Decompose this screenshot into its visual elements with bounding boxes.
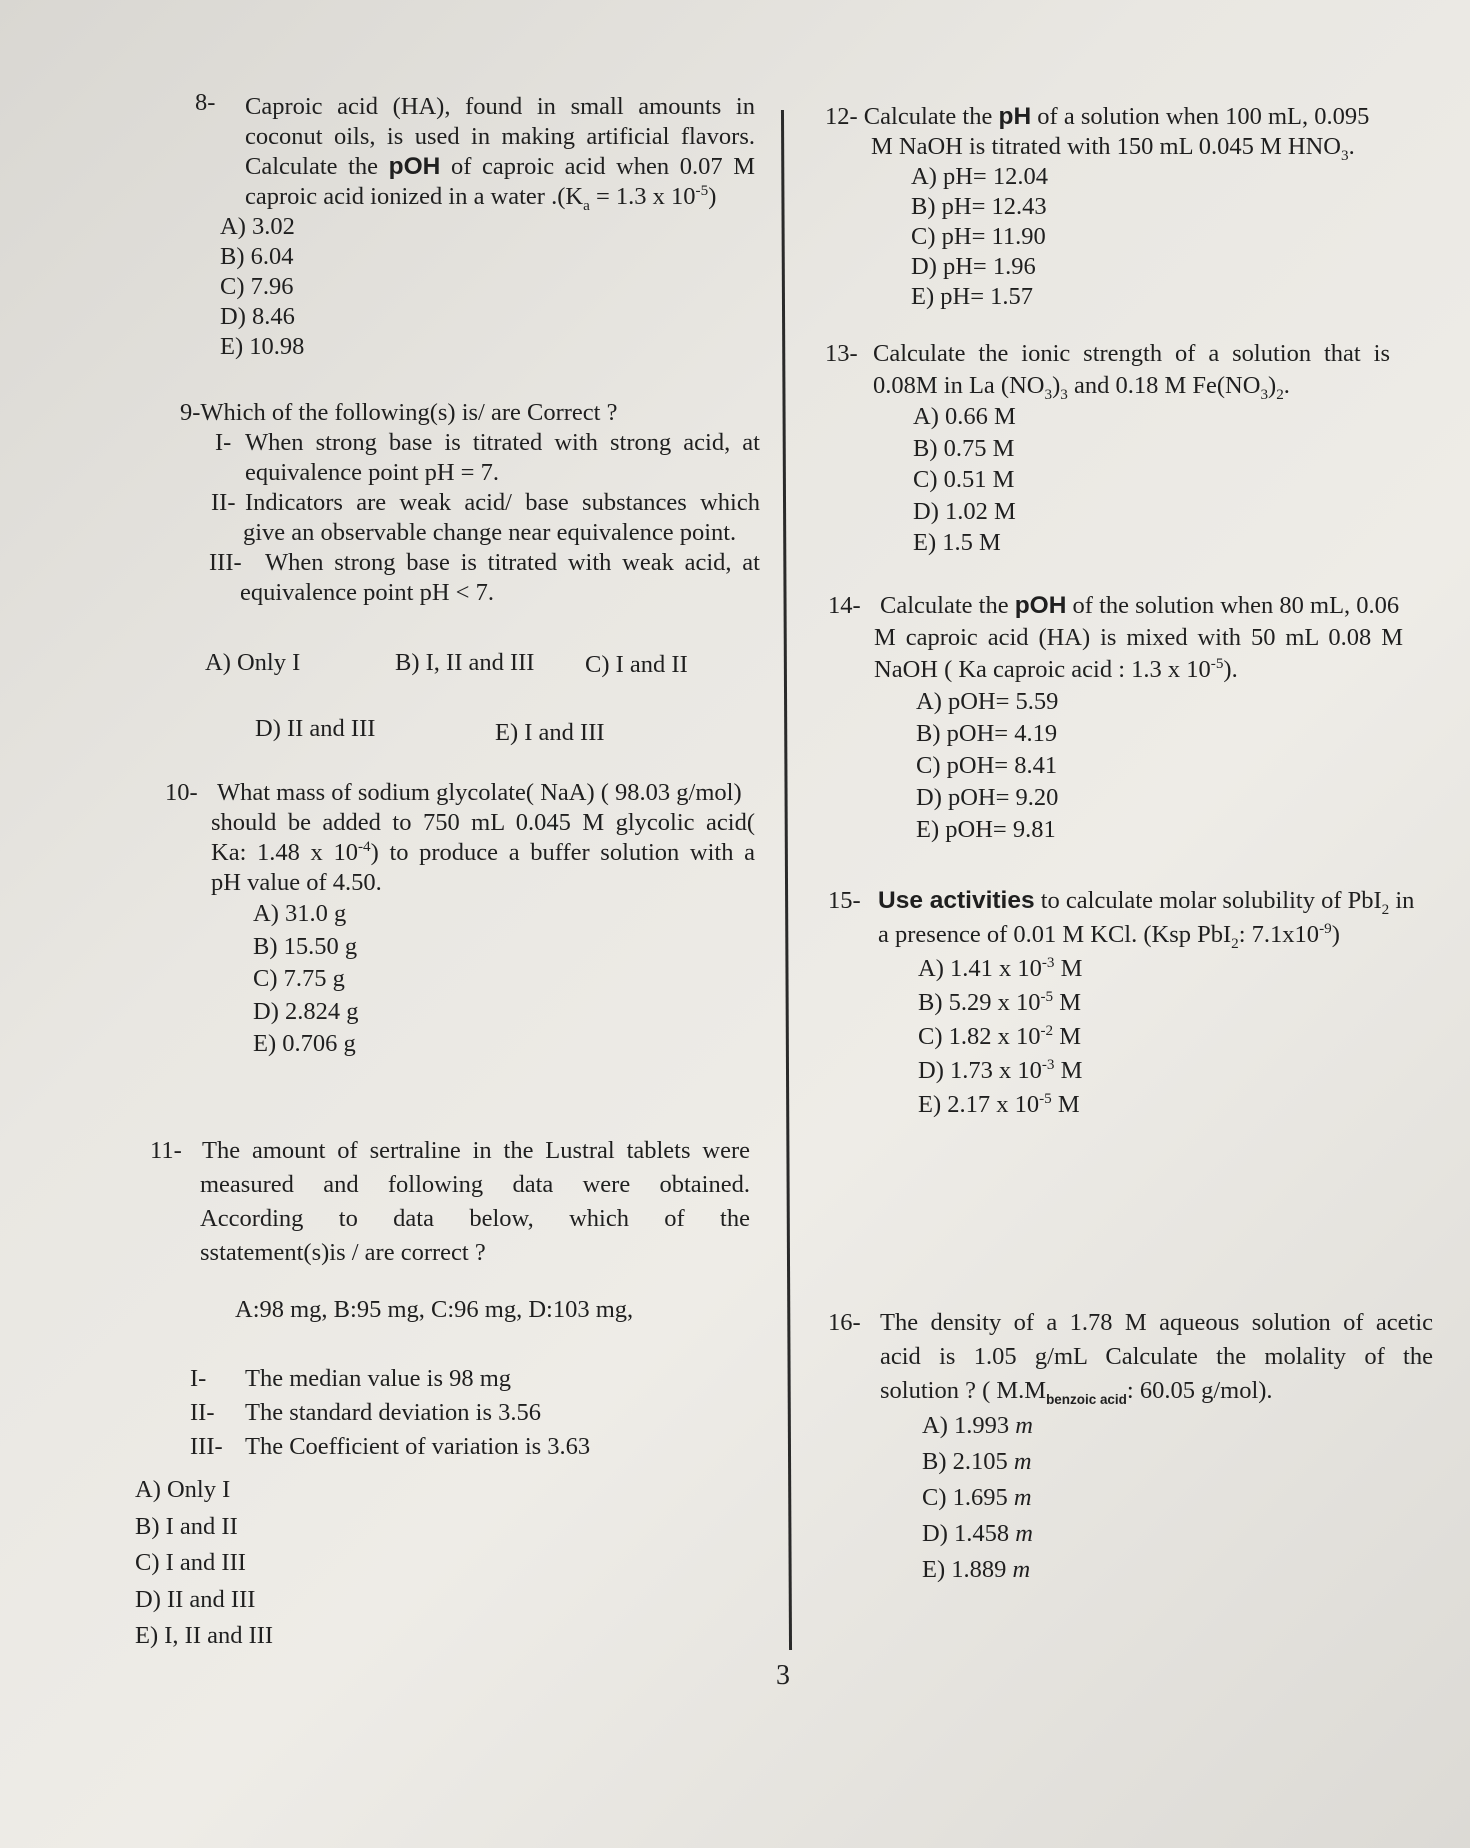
q10-option-b[interactable]: B) 15.50 g	[253, 932, 358, 960]
q11-option-d[interactable]: D) II and III	[135, 1585, 256, 1613]
q10-option-a[interactable]: A) 31.0 g	[253, 900, 347, 927]
q11-statements: I- The median value is 98 mg II- The standard deviation is 3.56 III- The Coefficient of variation is 3.63	[190, 1365, 591, 1460]
question-16: 16- The density of a 1.78 M aqueous solution of acetic acid is 1.05 g/mL Calculate the molality of the solution ? ( $M.M_{benzoic acid}$: 60.05 g/mol). A) 1.993 m B) 2.105 m C) 1.695 m D) 1.458 m E) 1.889 m	[828, 1306, 1433, 1588]
q11-options	[135, 1472, 273, 1655]
q13-option-d[interactable]: D) 1.02 M	[913, 497, 1016, 525]
question-8	[195, 89, 756, 362]
q13-option-e[interactable]: E) 1.5 M	[913, 529, 1001, 556]
q15-option-b[interactable]: B) 5.29 x $10^{-5}$ M	[918, 987, 1082, 1016]
question-11: 11- The amount of sertraline in the Lustral tablets were measured and following data were obtained. According to data below, which of the sstatement(s)is / are correct ?	[150, 1137, 750, 1266]
q15-option-c[interactable]: C) 1.82 x $10^{-2}$ M	[918, 1021, 1082, 1050]
q12-option-d[interactable]: D) pH= 1.96	[911, 253, 1036, 280]
question-14: 14- Calculate the pOH of the solution when 80 mL, 0.06 M caproic acid (HA) is mixed with 50 mL 0.08 M NaOH ( Ka caproic acid : 1.3 x $10^{-5}$). A) pOH= 5.59 B) pOH= 4.19 C) pOH= 8.41 D) pOH= 9.20 E) pOH= 9.81	[828, 590, 1403, 846]
q15-option-a[interactable]: A) 1.41 x $10^{-3}$ M	[918, 953, 1083, 982]
question-9: 9-Which of the following(s) is/ are Correct ? I- When strong base is titrated with strong acid, at equivalence point pH = 7. II- Indicators are weak acid/ base substances which give an observable change near equivalence point. III- When strong base is titrated with weak acid, at equivalence point pH < 7.	[180, 399, 760, 606]
q11-option-c[interactable]: C) I and III	[135, 1549, 246, 1576]
question-12: 12- Calculate the pH of a solution when 100 mL, 0.095 M NaOH is titrated with 150 mL 0.045 M $HNO_3$. A) pH= 12.04 B) pH= 12.43 C) pH= 11.90 D) pH= 1.96 E) pH= 1.57	[825, 102, 1385, 312]
q8-line-3: Calculate the pOH of caproic acid when 0.07 M	[245, 153, 756, 180]
q14-option-d[interactable]: D) pOH= 9.20	[916, 784, 1059, 811]
page-number: 3	[776, 1660, 790, 1691]
q9-stem: 9-Which of the following(s) is/ are Correct ?	[180, 399, 618, 426]
question-15: 15- Use activities to calculate molar solubility of PbI$_2$ in a presence of 0.01 M KCl. (Ksp PbI$_2$: $7.1x10^{-9}$) A) 1.41 x $10^{-3}$ M B) 5.29 x $10^{-5}$ M C) 1.82 x $10^{-2}$ M D) 1.73 x $10^{-3}$ M E) 2.17 x $10^{-5}$ M	[828, 884, 1418, 1122]
q12-option-c[interactable]: C) pH= 11.90	[911, 223, 1046, 250]
q8-option-d[interactable]: D) 8.46	[220, 303, 295, 330]
question-number: 8-	[195, 89, 216, 116]
q8-option-c[interactable]: C) 7.96	[220, 273, 294, 300]
q10-option-e[interactable]: E) 0.706 g	[253, 1030, 356, 1057]
q15-option-d[interactable]: D) 1.73 x $10^{-3}$ M	[918, 1055, 1083, 1084]
q9-option-b[interactable]: B) I, II and III	[395, 649, 535, 676]
q9-options	[205, 648, 745, 748]
q13-option-c[interactable]: C) 0.51 M	[913, 466, 1015, 493]
q11-option-e[interactable]: E) I, II and III	[135, 1622, 274, 1649]
q10-option-d[interactable]: D) 2.824 g	[253, 997, 359, 1025]
q8-option-e[interactable]: E) 10.98	[220, 333, 305, 360]
q16-option-c[interactable]: C) 1.695 m	[922, 1484, 1032, 1511]
q14-option-e[interactable]: E) pOH= 9.81	[916, 816, 1056, 843]
q14-option-a[interactable]: A) pOH= 5.59	[916, 688, 1059, 715]
q16-options	[922, 1408, 1433, 1588]
q13-option-a[interactable]: A) 0.66 M	[913, 403, 1016, 430]
column-divider	[781, 110, 792, 1650]
q12-option-e[interactable]: E) pH= 1.57	[911, 283, 1034, 310]
q11-option-a[interactable]: A) Only I	[135, 1476, 231, 1503]
question-10: 10- What mass of sodium glycolate( NaA) ( 98.03 g/mol) should be added to 750 mL 0.045 M glycolic acid( Ka: 1.48 x $10^{-4}$) to produce a buffer solution with a pH value of 4.50. A) 31.0 g B) 15.50 g C) 7.75 g D) 2.824 g E) 0.706 g	[165, 778, 755, 1061]
q13-options	[913, 401, 1390, 559]
q15-option-e[interactable]: E) 2.17 x $10^{-5}$ M	[918, 1089, 1080, 1118]
q10-option-c[interactable]: C) 7.75 g	[253, 965, 345, 992]
q8-line-1: Caproic acid (HA), found in small amounts in	[245, 93, 755, 120]
q8-line-2: coconut oils, is used in making artificial flavors.	[245, 123, 755, 150]
q10-options	[253, 898, 755, 1061]
q16-option-d[interactable]: D) 1.458 m	[922, 1520, 1033, 1547]
q9-option-a[interactable]: A) Only I	[205, 649, 301, 676]
q14-option-c[interactable]: C) pOH= 8.41	[916, 752, 1058, 779]
q11-data: A:98 mg, B:95 mg, C:96 mg, D:103 mg,	[235, 1296, 634, 1323]
q16-option-b[interactable]: B) 2.105 m	[922, 1448, 1032, 1475]
q11-option-b[interactable]: B) I and II	[135, 1512, 238, 1540]
q8-line-4: caproic acid ionized in a water $.(K_a = 1.3$ x $10^{-5}$)	[245, 181, 717, 214]
q15-options	[918, 952, 1418, 1122]
q9-option-e[interactable]: E) I and III	[495, 719, 605, 746]
q8-option-b[interactable]: B) 6.04	[220, 243, 294, 270]
q14-option-b[interactable]: B) pOH= 4.19	[916, 720, 1058, 747]
q16-option-a[interactable]: A) 1.993 m	[922, 1412, 1033, 1439]
q9-option-c[interactable]: C) I and II	[585, 651, 688, 678]
q12-options	[911, 162, 1385, 312]
question-13: 13- Calculate the ionic strength of a solution that is 0.08M in La $(NO_3)_3$ and 0.18 M $Fe(NO_3)_2$. A) 0.66 M B) 0.75 M C) 0.51 M D) 1.02 M E) 1.5 M	[825, 338, 1390, 559]
q12-option-b[interactable]: B) pH= 12.43	[911, 193, 1047, 220]
q14-options	[916, 686, 1403, 846]
q13-option-b[interactable]: B) 0.75 M	[913, 434, 1015, 462]
q9-option-d[interactable]: D) II and III	[255, 715, 376, 742]
q16-option-e[interactable]: E) 1.889 m	[922, 1556, 1031, 1583]
q12-option-a[interactable]: A) pH= 12.04	[911, 163, 1048, 190]
q8-option-a[interactable]: A) 3.02	[220, 213, 295, 240]
q8-options	[220, 212, 755, 362]
